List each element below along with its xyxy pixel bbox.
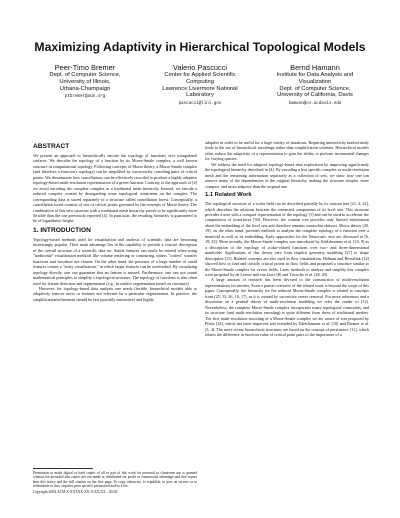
- author-affiliation-line: University of Illinois,: [59, 78, 111, 85]
- author-affiliation-line: Center for Applied Scientific: [164, 72, 236, 78]
- author-name: Valerio Pascucci: [172, 63, 228, 72]
- body-paragraph: We address the need for adaptive topology-based data exploration by improving significantly the topological hierarchy described in [4]. By encoding a less specific complex as multi-resolution mesh and the remaining information separately as a collection of sets, we show how one can remove many of the dependencies in the original hierarchy, making the structure simpler, more compact, and more adaptive than the original one.: [205, 161, 369, 189]
- author-affiliation-line: Urbana-Champaign: [59, 85, 111, 92]
- intro-paragraph: Topology-based methods used for visualization and analysis of scientific data are becoming increasingly popular. Their main advantage lies in the capability to provide a concise description of the overall structure of a scientific data set. Subtle features can easily be missed when using "traditional" visualization methods like volume rendering or contouring, unless "correct" transfer functions and isovalues are chosen. On the other hand, the presence of a large number of small features creates a "noisy visualization," in which larger features can be overlooked. By visualizing topology directly, one can guarantee that no feature is missed. Furthermore, one can use sound mathematical principles to simplify a topological structure. The topology of functions is also often used for feature detection and segmentation (e.g., in surface segmentation based on curvature).: [33, 236, 197, 286]
- author-affiliation-line: Dept. of Computer Science,: [49, 72, 121, 78]
- footnote-rule: [33, 468, 93, 469]
- author-affiliation-line: Dept. of Computer Science,: [279, 85, 351, 92]
- author-email[interactable]: pascucci@llnl.gov: [178, 102, 222, 107]
- author-name: Peer-Timo Bremer: [54, 63, 116, 72]
- right-column: [205, 140, 369, 337]
- abstract-text: We present an approach to hierarchically encode the topology of functions over triangulated surfaces. We describe the topology of a function by its Morse-Smale complex, a well known structure in computational topology. Following concepts of Morse theory, a Morse-Smale complex (and therefore a function's topology) can be simplified by successively canceling pairs of critical points. We demonstrate how cancellations can be effectively recorded to produce a highly adaptive topology-based multi-resolution representation of a given function. Contrary to the approach of [4] we avoid encoding the complete complex in a traditional mesh hierarchy. Instead, we encode a reduced complex created by disregarding some topological constraints on the complex. The corresponding data is stored separately in a structure called cancellation forest. Conceptually, a cancellation forest consists of sets of critical points governed by the concepts of Morse theory. The combination of this new structure with a traditional mesh hierarchy proofs to be significantly more flexible than the one previously reported [4]. In particular, the resulting hierarchy is guaranteed to be of logarithmic height.: [33, 153, 197, 224]
- author-email[interactable]: ptbremer@acm.org: [64, 95, 106, 100]
- permission-text: Permission to make digital or hard copies of all or part of this work for personal or classroom use is granted without fee provided that copies are not made or distributed for profit or commercial advantage and that copies bear this notice and the full citation on the first page. To copy otherwise, to republish, to post on servers or to redistribute to lists, requires prior specific permission and/or a fee.: [33, 471, 197, 489]
- author-affiliation-line: University of California, Davis: [277, 92, 353, 99]
- related-work-paragraph: A large amount of research has been devoted to the construction of multi-resolution representations for meshes. Even a partial overview of the related work is beyond the scope of this paper. Conceptually, the hierarchy for the reduced Morse-Smale complex is related to concepts from [25, 13, 26, 16, 17], as it is created by successive vertex removal. For more references and a discussion on a general theory of multi-resolution modeling we refer the reader to [12]. Nevertheless, the complete Morse-Smale complex incorporates many topological constraints, and its structure (and multi-resolution encoding) is quite different from those of traditional meshes. The first multi-resolution encoding of a Morse-Smale complex we are aware of was proposed by Pfaltz [24], which has been improved and extended by Edelsbrunner et al. [10] and Bremer et al. [3, 4]. The more recent hierarchical structures are based on the concept of persistence [11], which relates the difference in function value of critical point pairs to the importance of a: [205, 277, 369, 337]
- intro-paragraph: However, for topology-based data analysis one needs flexible, hierarchical models able to adaptively remove noise or features not relevant for a particular segmentation. In practice, the simplification/refinement should be fast (possibly interactive) and highly: [33, 285, 197, 302]
- subsection-heading-related-work: 1.1 Related Work: [205, 192, 252, 199]
- author-name: Bernd Hamann: [290, 63, 340, 72]
- paper-title: Maximizing Adaptivity in Hierarchical Topological Models: [34, 40, 366, 54]
- author-email[interactable]: hamann@cs.ucdavis.edu: [288, 102, 342, 107]
- author-affiliation-line: Lawrence Livermore National: [162, 85, 238, 92]
- copyright-line: Copyright 200X ACM X-XXXXX-XX-X/XX/XX ...$5.00.: [33, 489, 119, 494]
- author-block: [30, 63, 370, 107]
- body-paragraph: adaptive in order to be useful for a large variety of situations. Requiring interactivity inadvertently leads to the use of hierarchical encodings rather than simplification schemes. Hierarchical models often reduce the adaptivity of a representation to gain the ability to perform incremental changes for varying queries.: [205, 140, 369, 162]
- author-1: [30, 63, 140, 107]
- author-3: [260, 63, 370, 107]
- abstract-heading: ABSTRACT: [33, 143, 70, 150]
- author-2: [145, 63, 255, 107]
- author-affiliation-line: Institute for Data Analysis and: [276, 72, 354, 78]
- left-column: [33, 140, 197, 302]
- permission-footnote: [33, 468, 197, 494]
- author-affiliation-line: Laboratory: [186, 92, 214, 99]
- related-work-paragraph: The topological structure of a scalar field can be described partially by its contour tree [21, 3, 22], which describes the relations between the connected components of its level sets. This structure provides a user with a compact representation of the topology [1] and can be used to accelerate the computation of isosurfaces [30]. However, the contour tree provides only limited information about the embedding of the level sets and therefore remains somewhat abstract. Morse theory [20, 19], on the other hand, provides methods to analyze the complete topology of a function over a manifold as well as its embedding. Early approaches for the Neuro-atic case are discussed in [6, 18, 23]. More recently, the Morse-Smale complex was introduced by Edelsbrunner et al. [10, 9] as a description of the topology of scalar-valued functions over two- and three-dimensional manifolds. Applications of this theory vary from implicit geometry modeling [27] to shape description [15]. Related concepts are also used in flow visualization. Helman and Hesselink [14] showed how to find and classify critical points in flow fields and proposed a structure similar to the Morse-Smale complex for vector fields. Later, methods to analyze and simplify this complex were proposed by de Leeuw and van Liere [8] and Tricoche et al. [28, 29].: [205, 201, 369, 277]
- section-heading-introduction: 1. INTRODUCTION: [33, 226, 91, 234]
- author-affiliation-line: Visualization: [298, 78, 332, 85]
- author-affiliation-line: Computing: [185, 78, 215, 85]
